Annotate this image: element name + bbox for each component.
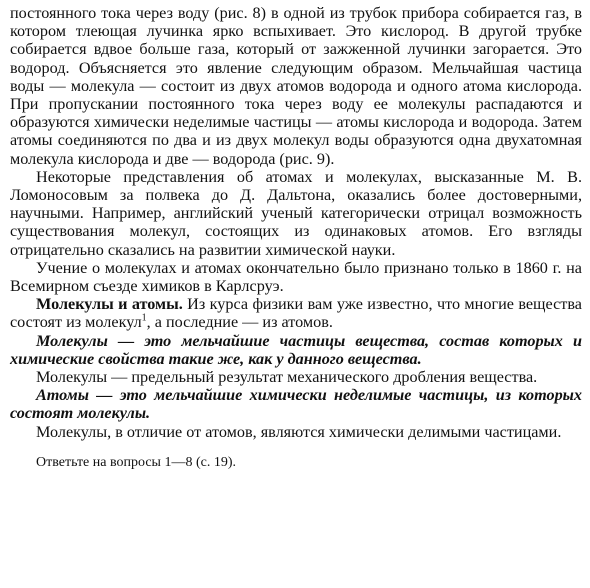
section-text-a: Из курса физики вам уже известно, что многие вещества состоят из молекул	[10, 295, 582, 332]
section-heading: Молекулы и атомы.	[36, 295, 183, 314]
paragraph-divisible: Молекулы, в отличие от атомов, являются химически делимыми частицами.	[36, 422, 562, 441]
definition-atom: Атомы — это мельчайшие химически неделимые частицы, из которых состоят молекулы.	[10, 386, 582, 423]
questions-footer: Ответьте на вопросы 1—8 (с. 19).	[36, 454, 236, 470]
paragraph-karlsruhe: Учение о молекулах и атомах окончательно было признано только в 1860 г. на Всемирном съезде химиков в Карлсруэ.	[10, 258, 582, 296]
textbook-page	[10, 4, 582, 471]
paragraph-electrolysis: постоянного тока через воду (рис. 8) в одной из трубок прибора собирается газ, в котором тлеющая лучинка ярко вспыхивает. Это кислород. В другой трубке собирается вдвое больше газа, который от зажженной лучинки загорается. Это водород. Объясняется это явление следующим образом. Мельчайшая частица воды — молекула — состоит из двух атомов водорода и одного атома кислорода. При пропускании постоянного тока через воду ее молекулы распадаются и образуются химически неделимые частицы — атомы кислорода и водорода. Затем атомы соединяются по два и из двух молекул воды образуются одна двухатомная молекула кислорода и две — водорода (рис. 9).	[10, 4, 582, 168]
section-text-b: , а последние — из атомов.	[146, 313, 333, 332]
paragraph-lomonosov: Некоторые представления об атомах и молекулах, высказанные М. В. Ломоносовым за полвека до Д. Дальтона, оказались более достоверными, научными. Например, английский ученый категорически отрицал возможность существования молекул, состоящих из одинаковых атомов. Его взгляды отрицательно сказались на развитии химической науки.	[10, 167, 582, 259]
definition-molecule: Молекулы — это мельчайшие частицы вещества, состав которых и химические свойства такие же, как у данного вещества.	[10, 331, 582, 368]
paragraph-mechanical: Молекулы — предельный результат механического дробления вещества.	[36, 368, 538, 387]
footnote-mark: 1	[141, 313, 147, 325]
paragraph-molecules-atoms	[10, 295, 582, 331]
